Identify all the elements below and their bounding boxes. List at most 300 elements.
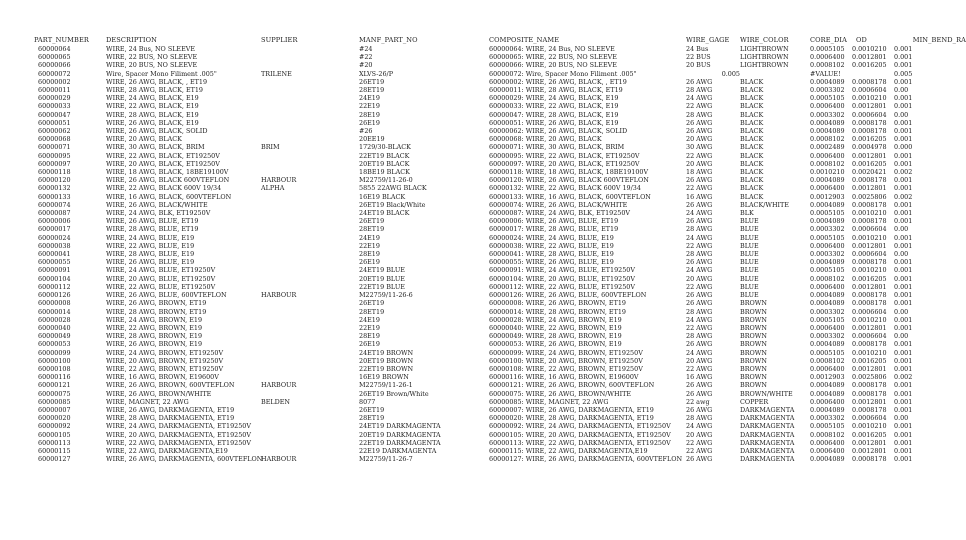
cell-core-dia[interactable]: 0.0005105 [810, 209, 845, 218]
cell-part-number[interactable]: 60000132 [38, 184, 71, 193]
cell-manf-part-no[interactable]: #24 [359, 45, 373, 53]
cell-part-number[interactable]: 60000028 [38, 315, 71, 324]
cell-core-dia[interactable]: 0.0006400 [810, 323, 845, 332]
cell-wire-gage[interactable]: 28 AWG [686, 250, 713, 259]
cell-supplier[interactable] [261, 209, 359, 217]
cell-supplier[interactable] [261, 324, 359, 332]
cell-composite-name[interactable]: 60000112: WIRE, 22 AWG, BLUE, ET19250V [489, 282, 635, 291]
cell-min-bend-radius[interactable]: 0.00 [894, 307, 909, 316]
cell-supplier[interactable] [261, 414, 359, 422]
cell-description[interactable]: WIRE, 28 AWG, BROWN, ET19 [106, 307, 207, 316]
cell-wire-gage[interactable]: 26 AWG [686, 381, 713, 390]
cell-part-number[interactable]: 60000104 [38, 274, 71, 283]
cell-description[interactable]: WIRE, 26 AWG, BLUE, E19 [106, 258, 195, 267]
cell-min-bend-radius[interactable]: 0.005 [894, 69, 913, 78]
cell-composite-name[interactable]: 60000092: WIRE, 24 AWG, DARKMAGENTA, ET19250V [489, 422, 671, 431]
cell-composite-name[interactable]: 60000011: WIRE, 28 AWG, BLACK, ET19 [489, 86, 623, 95]
cell-wire-color[interactable]: BLACK [740, 176, 764, 185]
column-header-wire-color[interactable]: WIRE_COLOR [740, 36, 789, 44]
cell-supplier[interactable] [261, 266, 359, 274]
cell-wire-color[interactable]: BROWN [740, 381, 767, 390]
cell-wire-gage[interactable]: 22 AWG [686, 364, 713, 373]
cell-supplier[interactable] [261, 422, 359, 430]
cell-description[interactable]: WIRE, 28 AWG, BLACK, ET19 [106, 86, 204, 95]
cell-supplier[interactable]: BRIM [261, 143, 280, 152]
cell-manf-part-no[interactable]: 24ET19 BLUE [359, 266, 405, 275]
cell-description[interactable]: WIRE, 20 BUS, NO SLEEVE [106, 61, 198, 70]
cell-min-bend-radius[interactable]: 0.001 [894, 233, 913, 242]
cell-supplier[interactable] [261, 102, 359, 110]
cell-wire-gage[interactable]: 24 Bus [686, 45, 709, 53]
cell-composite-name[interactable]: 60000024: WIRE, 24 AWG, BLUE, E19 [489, 233, 614, 242]
cell-core-dia[interactable]: 0.0006400 [810, 282, 845, 291]
cell-od[interactable]: 0.0008178 [852, 118, 887, 127]
cell-od[interactable]: 0.0016205 [852, 61, 887, 70]
cell-supplier[interactable] [261, 152, 359, 160]
cell-wire-gage[interactable]: 28 AWG [686, 332, 713, 341]
cell-description[interactable]: WIRE, 24 AWG, BLUE, ET19250V [106, 266, 216, 275]
cell-min-bend-radius[interactable]: 0.001 [894, 159, 913, 168]
cell-manf-part-no[interactable]: 16E19 BLACK [359, 192, 406, 201]
cell-supplier[interactable] [261, 217, 359, 225]
cell-part-number[interactable]: 60000066 [38, 61, 71, 70]
cell-description[interactable]: WIRE, 26 AWG, BLACK 600VTEFLON [106, 176, 230, 185]
cell-core-dia[interactable]: 0.0005105 [810, 45, 845, 53]
cell-part-number[interactable]: 60000020 [38, 414, 71, 423]
cell-supplier[interactable] [261, 316, 359, 324]
cell-od[interactable]: 0.0010210 [852, 209, 887, 218]
cell-od[interactable]: 0.0008178 [852, 455, 887, 464]
cell-composite-name[interactable]: 60000118: WIRE, 18 AWG, BLACK, 18BE19100V [489, 168, 649, 177]
cell-manf-part-no[interactable]: 20EE19 [359, 135, 385, 144]
cell-od[interactable]: 0.0008178 [852, 340, 887, 349]
cell-description[interactable]: WIRE, MAGNET, 22 AWG [106, 397, 189, 406]
cell-wire-gage[interactable]: 26 AWG [686, 127, 713, 136]
cell-composite-name[interactable]: 60000100: WIRE, 20 AWG, BROWN, ET19250V [489, 356, 643, 365]
cell-part-number[interactable]: 60000085 [38, 397, 71, 406]
cell-supplier[interactable] [261, 373, 359, 381]
cell-wire-color[interactable]: DARKMAGENTA [740, 438, 795, 447]
cell-part-number[interactable]: 60000108 [38, 364, 71, 373]
cell-manf-part-no[interactable]: 26ET19 [359, 217, 385, 226]
cell-min-bend-radius[interactable]: 0.00 [894, 414, 909, 423]
cell-od[interactable]: 0.0012801 [852, 102, 887, 111]
cell-part-number[interactable]: 60000074 [38, 200, 71, 209]
cell-part-number[interactable]: 60000011 [38, 86, 71, 95]
cell-supplier[interactable] [261, 242, 359, 250]
cell-core-dia[interactable]: 0.0004089 [810, 455, 845, 464]
cell-supplier[interactable] [261, 299, 359, 307]
cell-composite-name[interactable]: 60000055: WIRE, 26 AWG, BLUE, E19 [489, 258, 614, 267]
cell-wire-gage[interactable]: 20 AWG [686, 135, 713, 144]
cell-wire-color[interactable]: BLACK [740, 151, 764, 160]
cell-od[interactable]: 0.0010210 [852, 348, 887, 357]
cell-supplier[interactable]: HARBOUR [261, 455, 297, 464]
cell-composite-name[interactable]: 60000062: WIRE, 26 AWG, BLACK, SOLID [489, 127, 628, 136]
cell-manf-part-no[interactable]: 1729/30-BLACK [359, 143, 411, 152]
cell-composite-name[interactable]: 60000040: WIRE, 22 AWG, BROWN, E19 [489, 323, 622, 332]
cell-description[interactable]: WIRE, 26 AWG, BLACK/WHITE [106, 200, 208, 209]
cell-composite-name[interactable]: 60000120: WIRE, 26 AWG, BLACK 600VTEFLON [489, 176, 649, 185]
cell-supplier[interactable] [261, 340, 359, 348]
cell-core-dia[interactable]: 0.0008102 [810, 135, 845, 144]
cell-description[interactable]: WIRE, 22 AWG, BROWN, ET19250V [106, 364, 224, 373]
cell-part-number[interactable]: 60000126 [38, 291, 71, 300]
cell-wire-color[interactable]: DARKMAGENTA [740, 446, 795, 455]
cell-composite-name[interactable]: 60000041: WIRE, 28 AWG, BLUE, E19 [489, 250, 614, 259]
cell-part-number[interactable]: 60000029 [38, 94, 71, 103]
cell-supplier[interactable] [261, 61, 359, 69]
cell-wire-gage[interactable]: 26 AWG [686, 200, 713, 209]
cell-manf-part-no[interactable]: 24ET19 BLACK [359, 209, 410, 218]
cell-composite-name[interactable]: 60000132: WIRE, 22 AWG, BLACK 600V 19/34 [489, 184, 641, 193]
cell-od[interactable]: 0.0006604 [852, 110, 887, 119]
cell-core-dia[interactable]: 0.0006400 [810, 241, 845, 250]
cell-wire-gage[interactable]: 18 AWG [686, 168, 713, 177]
cell-wire-color[interactable]: BROWN [740, 356, 767, 365]
cell-wire-gage[interactable]: 26 AWG [686, 217, 713, 226]
cell-part-number[interactable]: 60000024 [38, 233, 71, 242]
cell-core-dia[interactable]: #VALUE! [810, 69, 841, 78]
cell-od[interactable]: 0.0012801 [852, 282, 887, 291]
cell-description[interactable]: WIRE, 22 AWG, DARKMAGENTA, ET19250V [106, 438, 251, 447]
cell-min-bend-radius[interactable]: 0.00 [894, 110, 909, 119]
cell-wire-color[interactable]: BROWN [740, 332, 767, 341]
cell-wire-gage[interactable]: 22 AWG [686, 323, 713, 332]
cell-description[interactable]: WIRE, 26 AWG, BROWN, ET19 [106, 299, 207, 308]
cell-supplier[interactable] [261, 447, 359, 455]
cell-core-dia[interactable]: 0.0008102 [810, 159, 845, 168]
cell-part-number[interactable]: 60000072 [38, 69, 71, 78]
cell-wire-color[interactable]: BLACK [740, 127, 764, 136]
cell-part-number[interactable]: 60000041 [38, 250, 71, 259]
cell-min-bend-radius[interactable]: 0.001 [894, 446, 913, 455]
cell-core-dia[interactable]: 0.0012903 [810, 373, 845, 382]
cell-od[interactable]: 0.0010210 [852, 94, 887, 103]
cell-description[interactable]: WIRE, 22 AWG, DARKMAGENTA,E19 [106, 446, 228, 455]
cell-core-dia[interactable]: 0.0005105 [810, 315, 845, 324]
cell-part-number[interactable]: 60000038 [38, 241, 71, 250]
cell-composite-name[interactable]: 60000068: WIRE, 20 AWG, BLACK [489, 135, 602, 144]
cell-composite-name[interactable]: 60000085: WIRE, MAGNET, 22 AWG [489, 397, 609, 406]
cell-manf-part-no[interactable]: 16E19 BROWN [359, 373, 409, 382]
cell-od[interactable]: 0.0025806 [852, 373, 887, 382]
cell-min-bend-radius[interactable]: 0.001 [894, 422, 913, 431]
cell-wire-gage[interactable]: 22 AWG [686, 446, 713, 455]
cell-od[interactable]: 0.0012801 [852, 323, 887, 332]
cell-composite-name[interactable]: 60000116: WIRE, 16 AWG, BROWN, E19600V [489, 373, 639, 382]
cell-wire-color[interactable]: BLACK [740, 110, 764, 119]
cell-supplier[interactable] [261, 390, 359, 398]
cell-manf-part-no[interactable]: 24ET19 DARKMAGENTA [359, 422, 441, 431]
cell-min-bend-radius[interactable]: 0.001 [894, 323, 913, 332]
cell-min-bend-radius[interactable]: 0.001 [894, 315, 913, 324]
cell-part-number[interactable]: 60000006 [38, 217, 71, 226]
cell-wire-color[interactable]: BLK [740, 209, 754, 218]
cell-wire-color[interactable]: BLACK [740, 135, 764, 144]
cell-od[interactable]: 0.0004978 [852, 143, 887, 152]
cell-manf-part-no[interactable]: 24ET19 BROWN [359, 348, 414, 357]
cell-part-number[interactable]: 60000014 [38, 307, 71, 316]
cell-wire-color[interactable]: BROWN [740, 307, 767, 316]
cell-composite-name[interactable]: 60000108: WIRE, 22 AWG, BROWN, ET19250V [489, 364, 643, 373]
cell-wire-color[interactable]: LIGHTBROWN [740, 45, 789, 53]
cell-part-number[interactable]: 60000068 [38, 135, 71, 144]
cell-wire-gage[interactable]: 28 AWG [686, 307, 713, 316]
cell-manf-part-no[interactable]: 20ET19 BLUE [359, 274, 405, 283]
cell-manf-part-no[interactable]: 22E19 DARKMAGENTA [359, 446, 437, 455]
cell-wire-color[interactable]: LIGHTBROWN [740, 61, 789, 70]
cell-supplier[interactable]: HARBOUR [261, 176, 297, 185]
cell-part-number[interactable]: 60000075 [38, 389, 71, 398]
cell-wire-color[interactable]: BLUE [740, 266, 759, 275]
cell-od[interactable]: 0.0010210 [852, 266, 887, 275]
cell-wire-gage[interactable]: 22 BUS [686, 53, 711, 62]
cell-supplier[interactable] [261, 135, 359, 143]
cell-manf-part-no[interactable]: M22759/11-26-1 [359, 381, 413, 390]
cell-core-dia[interactable]: 0.0004089 [810, 291, 845, 300]
cell-manf-part-no[interactable]: #20 [359, 61, 373, 70]
cell-core-dia[interactable]: 0.0006400 [810, 53, 845, 62]
cell-min-bend-radius[interactable]: 0.001 [894, 77, 913, 86]
cell-manf-part-no[interactable]: 8077 [359, 397, 376, 406]
column-header-core-dia[interactable]: CORE_DIA [810, 36, 847, 44]
cell-supplier[interactable] [261, 349, 359, 357]
cell-supplier[interactable] [261, 439, 359, 447]
cell-wire-color[interactable]: BLACK [740, 184, 764, 193]
cell-wire-color[interactable]: BLACK [740, 143, 764, 152]
cell-composite-name[interactable]: 60000133: WIRE, 16 AWG, BLACK, 600VTEFLON [489, 192, 651, 201]
cell-min-bend-radius[interactable]: 0.001 [894, 389, 913, 398]
cell-manf-part-no[interactable]: 26ET19 [359, 405, 385, 414]
cell-min-bend-radius[interactable]: 0.002 [894, 168, 913, 177]
cell-part-number[interactable]: 60000087 [38, 209, 71, 218]
cell-part-number[interactable]: 60000091 [38, 266, 71, 275]
cell-description[interactable]: WIRE, 24 AWG, BROWN, ET19250V [106, 348, 224, 357]
cell-core-dia[interactable]: 0.0004089 [810, 299, 845, 308]
cell-min-bend-radius[interactable]: 0.001 [894, 348, 913, 357]
cell-composite-name[interactable]: 60000126: WIRE, 26 AWG, BLUE, 600VTEFLON [489, 291, 647, 300]
cell-core-dia[interactable]: 0.0008102 [810, 356, 845, 365]
cell-min-bend-radius[interactable]: 0.001 [894, 209, 913, 218]
cell-od[interactable]: 0.0016205 [852, 430, 887, 439]
cell-manf-part-no[interactable]: 26E19 [359, 258, 380, 267]
cell-wire-gage[interactable]: 24 AWG [686, 315, 713, 324]
cell-core-dia[interactable]: 0.0004089 [810, 340, 845, 349]
cell-core-dia[interactable]: 0.0005105 [810, 422, 845, 431]
cell-wire-gage[interactable]: 26 AWG [686, 405, 713, 414]
cell-supplier[interactable] [261, 45, 359, 53]
cell-manf-part-no[interactable]: 26E19 [359, 118, 380, 127]
cell-wire-gage[interactable]: 22 AWG [686, 241, 713, 250]
cell-od[interactable]: 0.0010210 [852, 315, 887, 324]
cell-min-bend-radius[interactable]: 0.001 [894, 438, 913, 447]
cell-supplier[interactable] [261, 53, 359, 61]
cell-core-dia[interactable]: 0.0003302 [810, 225, 845, 234]
column-header-supplier[interactable]: SUPPLIER [261, 36, 298, 44]
cell-core-dia[interactable]: 0.0004089 [810, 217, 845, 226]
cell-min-bend-radius[interactable]: 0.001 [894, 274, 913, 283]
cell-od[interactable]: 0.0012801 [852, 184, 887, 193]
cell-part-number[interactable]: 60000008 [38, 299, 71, 308]
cell-manf-part-no[interactable]: 22ET19 DARKMAGENTA [359, 438, 441, 447]
cell-wire-gage[interactable]: 26 AWG [686, 455, 713, 464]
cell-composite-name[interactable]: 60000006: WIRE, 26 AWG, BLUE, ET19 [489, 217, 619, 226]
cell-od[interactable]: 0.0008178 [852, 217, 887, 226]
cell-supplier[interactable] [261, 225, 359, 233]
cell-od[interactable]: 0.0012801 [852, 53, 887, 62]
cell-description[interactable]: WIRE, 28 AWG, BLUE, E19 [106, 250, 195, 259]
cell-wire-gage[interactable]: 26 AWG [686, 340, 713, 349]
cell-description[interactable]: WIRE, 20 AWG, BLACK, ET19250V [106, 159, 220, 168]
cell-supplier[interactable] [261, 160, 359, 168]
cell-composite-name[interactable]: 60000020: WIRE, 28 AWG, DARKMAGENTA, ET19 [489, 414, 654, 423]
cell-description[interactable]: WIRE, 16 AWG, BLACK, 600VTEFLON [106, 192, 232, 201]
cell-core-dia[interactable]: 0.0005105 [810, 94, 845, 103]
cell-manf-part-no[interactable]: 28ET19 [359, 414, 385, 423]
cell-manf-part-no[interactable]: 28E19 [359, 332, 380, 341]
cell-composite-name[interactable]: 60000072: Wire, Spacer Mono Filiment .005" [489, 69, 637, 78]
cell-wire-color[interactable]: DARKMAGENTA [740, 405, 795, 414]
cell-core-dia[interactable]: 0.0005105 [810, 233, 845, 242]
cell-min-bend-radius[interactable]: 0.001 [894, 282, 913, 291]
cell-part-number[interactable]: 60000112 [38, 282, 71, 291]
cell-wire-color[interactable]: BLACK [740, 86, 764, 95]
cell-wire-gage[interactable]: 22 AWG [686, 438, 713, 447]
cell-core-dia[interactable]: 0.0006400 [810, 184, 845, 193]
cell-core-dia[interactable]: 0.0003302 [810, 307, 845, 316]
cell-wire-color[interactable]: DARKMAGENTA [740, 422, 795, 431]
cell-manf-part-no[interactable]: 28ET19 [359, 225, 385, 234]
cell-min-bend-radius[interactable]: 0.00 [894, 332, 909, 341]
cell-wire-gage[interactable]: 0.005 [721, 69, 740, 78]
cell-supplier[interactable]: TRILENE [261, 69, 292, 78]
cell-description[interactable]: WIRE, 24 AWG, BLACK, E19 [106, 94, 199, 103]
cell-supplier[interactable] [261, 111, 359, 119]
cell-supplier[interactable] [261, 308, 359, 316]
cell-core-dia[interactable]: 0.0004089 [810, 127, 845, 136]
cell-min-bend-radius[interactable]: 0.00 [894, 250, 909, 259]
cell-min-bend-radius[interactable]: 0.001 [894, 241, 913, 250]
cell-wire-gage[interactable]: 24 AWG [686, 348, 713, 357]
cell-description[interactable]: WIRE, 18 AWG, BLACK, 18BE19100V [106, 168, 229, 177]
cell-min-bend-radius[interactable]: 0.00 [894, 225, 909, 234]
cell-od[interactable]: 0.0008178 [852, 258, 887, 267]
cell-od[interactable]: 0.0012801 [852, 397, 887, 406]
cell-min-bend-radius[interactable]: 0.001 [894, 61, 913, 70]
cell-core-dia[interactable]: 0.0004089 [810, 176, 845, 185]
cell-supplier[interactable] [261, 201, 359, 209]
cell-core-dia[interactable]: 0.0004089 [810, 381, 845, 390]
cell-supplier[interactable] [261, 119, 359, 127]
cell-part-number[interactable]: 60000099 [38, 348, 71, 357]
cell-part-number[interactable]: 60000071 [38, 143, 71, 152]
cell-description[interactable]: WIRE, 30 AWG, BLACK, BRIM [106, 143, 205, 152]
cell-wire-gage[interactable]: 24 AWG [686, 94, 713, 103]
cell-core-dia[interactable]: 0.0006400 [810, 397, 845, 406]
cell-min-bend-radius[interactable]: 0.001 [894, 430, 913, 439]
cell-od[interactable]: 0.0008178 [852, 389, 887, 398]
cell-core-dia[interactable]: 0.0006400 [810, 364, 845, 373]
cell-min-bend-radius[interactable]: 0.001 [894, 102, 913, 111]
cell-wire-gage[interactable]: 24 AWG [686, 209, 713, 218]
cell-wire-color[interactable]: BROWN [740, 340, 767, 349]
cell-min-bend-radius[interactable]: 0.000 [894, 143, 913, 152]
cell-core-dia[interactable]: 0.0003302 [810, 332, 845, 341]
cell-core-dia[interactable]: 0.0012903 [810, 192, 845, 201]
cell-manf-part-no[interactable]: 26ET19 Brown/White [359, 389, 429, 398]
cell-min-bend-radius[interactable]: 0.001 [894, 45, 913, 53]
cell-manf-part-no[interactable]: 26ET19 Black/White [359, 200, 426, 209]
cell-od[interactable] [852, 70, 894, 78]
cell-description[interactable]: WIRE, 22 AWG, BLUE, ET19250V [106, 282, 216, 291]
cell-core-dia[interactable]: 0.0003302 [810, 414, 845, 423]
cell-wire-color[interactable]: BROWN/WHITE [740, 389, 793, 398]
cell-od[interactable]: 0.0008178 [852, 176, 887, 185]
cell-manf-part-no[interactable]: 20ET19 BROWN [359, 356, 414, 365]
cell-composite-name[interactable]: 60000115: WIRE, 22 AWG, DARKMAGENTA,E19 [489, 446, 648, 455]
cell-core-dia[interactable]: 0.0006400 [810, 102, 845, 111]
cell-manf-part-no[interactable]: 28E19 [359, 250, 380, 259]
cell-part-number[interactable]: 60000049 [38, 332, 71, 341]
cell-core-dia[interactable]: 0.0006400 [810, 438, 845, 447]
cell-composite-name[interactable]: 60000014: WIRE, 28 AWG, BROWN, ET19 [489, 307, 626, 316]
cell-od[interactable]: 0.0016205 [852, 274, 887, 283]
cell-min-bend-radius[interactable]: 0.001 [894, 53, 913, 62]
cell-description[interactable]: WIRE, 20 AWG, BROWN, ET19250V [106, 356, 224, 365]
cell-supplier[interactable] [261, 406, 359, 414]
cell-wire-gage[interactable]: 26 AWG [686, 176, 713, 185]
cell-core-dia[interactable]: 0.0004089 [810, 405, 845, 414]
cell-od[interactable]: 0.0010210 [852, 422, 887, 431]
cell-manf-part-no[interactable]: 24E19 [359, 94, 380, 103]
cell-part-number[interactable]: 60000053 [38, 340, 71, 349]
cell-description[interactable]: WIRE, 24 AWG, BLUE, E19 [106, 233, 195, 242]
cell-composite-name[interactable]: 60000038: WIRE, 22 AWG, BLUE, E19 [489, 241, 614, 250]
cell-wire-gage[interactable]: 22 AWG [686, 102, 713, 111]
cell-composite-name[interactable]: 60000087: WIRE, 24 AWG, BLK, ET19250V [489, 209, 631, 218]
cell-description[interactable]: WIRE, 24 AWG, BLK, ET19250V [106, 209, 211, 218]
cell-supplier[interactable] [261, 127, 359, 135]
cell-min-bend-radius[interactable]: 0.001 [894, 118, 913, 127]
cell-composite-name[interactable]: 60000008: WIRE, 26 AWG, BROWN, ET19 [489, 299, 626, 308]
cell-od[interactable]: 0.0016205 [852, 135, 887, 144]
cell-od[interactable]: 0.0008178 [852, 291, 887, 300]
cell-description[interactable]: WIRE, 24 AWG, DARKMAGENTA, ET19250V [106, 422, 251, 431]
cell-part-number[interactable]: 60000127 [38, 455, 71, 464]
cell-description[interactable]: WIRE, 26 AWG, BROWN, 600VTEFLON [106, 381, 235, 390]
cell-od[interactable]: 0.0006604 [852, 414, 887, 423]
cell-core-dia[interactable]: 0.0008102 [810, 274, 845, 283]
cell-wire-color[interactable]: BROWN [740, 323, 767, 332]
cell-wire-gage[interactable]: 22 AWG [686, 151, 713, 160]
cell-od[interactable]: 0.0016205 [852, 356, 887, 365]
cell-od[interactable]: 0.0012801 [852, 438, 887, 447]
cell-part-number[interactable]: 60000120 [38, 176, 71, 185]
cell-min-bend-radius[interactable]: 0.001 [894, 94, 913, 103]
cell-composite-name[interactable]: 60000047: WIRE, 28 AWG, BLACK, E19 [489, 110, 619, 119]
cell-wire-gage[interactable]: 22 awg [686, 397, 710, 406]
cell-part-number[interactable]: 60000040 [38, 323, 71, 332]
cell-part-number[interactable]: 60000092 [38, 422, 71, 431]
cell-wire-color[interactable]: BROWN [740, 364, 767, 373]
cell-od[interactable]: 0.0008178 [852, 127, 887, 136]
cell-supplier[interactable] [261, 86, 359, 94]
cell-description[interactable]: WIRE, 28 AWG, DARKMAGENTA, ET19 [106, 414, 235, 423]
cell-part-number[interactable]: 60000051 [38, 118, 71, 127]
cell-wire-color[interactable]: BLACK [740, 168, 764, 177]
cell-wire-gage[interactable]: 26 AWG [686, 291, 713, 300]
